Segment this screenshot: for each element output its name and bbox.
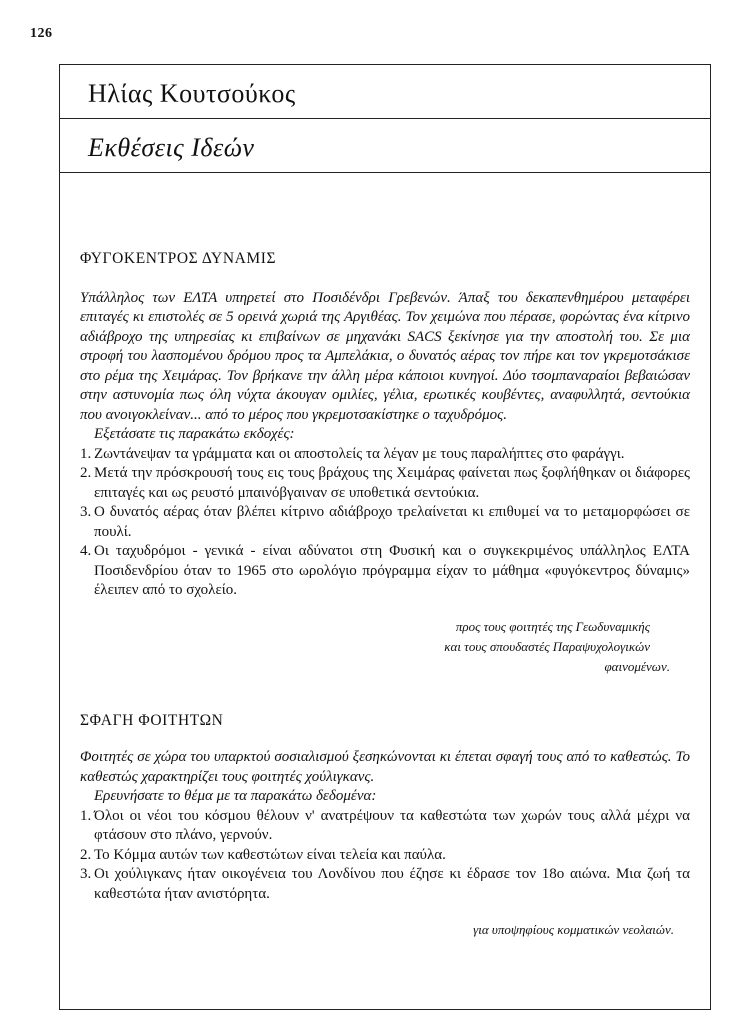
list-number: 3. <box>80 866 92 882</box>
list-item <box>80 865 690 904</box>
article-body <box>80 249 690 940</box>
dedication-line: προς τους φοιτητές της Γεωδυναμικής <box>455 618 650 634</box>
article-frame <box>59 64 711 1010</box>
list-item <box>80 807 690 846</box>
list-text: Ζωντάνεψαν τα γράμματα και οι αποστολείς τα λέγαν με τους παραλήπτες στο φαράγγι. <box>94 445 625 462</box>
dedication-line: φαινομένων. <box>604 658 670 674</box>
list-text: Οι χούλιγκανς ήταν οικογένεια του Λονδίνου που έζησε κι έδρασε τον 18ο αιώνα. Μια ζωή τα καθεστώτα ήταν ανιστόρητα. <box>94 866 690 902</box>
list-item <box>80 445 690 465</box>
data-list <box>80 807 690 905</box>
list-text: Οι ταχυδρόμοι - γενικά - είναι αδύνατοι στη Φυσική και ο συγκεκριμένος υπάλληλος ΕΛΤΑ Ποσιδενδρίου όταν το 1965 στο ωρολόγιο πρόγραμμα είχαν το μάθημα «φυγόκεντρος δύναμις» έλειπεν από το σχολείο. <box>94 543 690 598</box>
dedication: για υποψηφίους κομματικών νεολαιών. <box>473 922 674 937</box>
section-centrifugal-force <box>80 249 690 677</box>
section-prompt: Ερευνήσατε το θέμα με τα παρακάτω δεδομένα: <box>94 788 377 804</box>
list-item <box>80 542 690 601</box>
list-text: Όλοι οι νέοι του κόσμου θέλουν ν' ανατρέψουν τα καθεστώτα των χωρών τους αλλά μέχρι να φτάσουν στο πλάνο, γερνούν. <box>94 807 690 843</box>
list-number: 1. <box>80 445 92 462</box>
list-number: 2. <box>80 465 92 481</box>
section-intro: Φοιτητές σε χώρα του υπαρκτού σοσιαλισμού ξεσηκώνονται κι έπεται σφαγή τους από το καθεστώς. Το καθεστώς χαρακτηρίζει τους φοιτητές χούλιγκανς. <box>80 749 690 785</box>
list-number: 2. <box>80 846 92 863</box>
list-item <box>80 503 690 542</box>
list-item <box>80 464 690 503</box>
list-text: Ο δυνατός αέρας όταν βλέπει κίτρινο αδιάβροχο τρελαίνεται κι επιθυμεί να το μεταμορφώσει σε πουλί. <box>94 504 690 540</box>
section-student-slaughter <box>80 711 690 940</box>
title-box <box>60 119 710 173</box>
article-title: Εκθέσεις Ιδεών <box>88 133 255 162</box>
dedication-line: και τους σπουδαστές Παραψυχολογικών <box>444 638 650 654</box>
versions-list <box>80 445 690 601</box>
list-number: 4. <box>80 543 92 559</box>
page-number: 126 <box>30 26 53 41</box>
list-item <box>80 846 690 866</box>
author-box <box>60 65 710 119</box>
list-number: 3. <box>80 504 92 520</box>
section-heading: ΣΦΑΓΗ ΦΟΙΤΗΤΩΝ <box>80 711 224 729</box>
list-text: Μετά την πρόσκρουσή τους εις τους βράχους της Χειμάρας φαίνεται πως ξοφλήθηκαν οι διάφορες επιταγές και ως ρευστό μπαινόβγαιναν σε υποθετικά σεντούκια. <box>94 465 690 501</box>
list-text: Το Κόμμα αυτών των καθεστώτων είναι τελεία και παύλα. <box>94 846 446 863</box>
author-name: Ηλίας Κουτσούκος <box>88 79 296 108</box>
section-heading: ΦΥΓΟΚΕΝΤΡΟΣ ΔΥΝΑΜΙΣ <box>80 250 277 267</box>
section-intro: Υπάλληλος των ΕΛΤΑ υπηρετεί στο Ποσιδένδρι Γρεβενών. Άπαξ του δεκαπενθημέρου μεταφέρει επιταγές κι επιστολές σε 5 ορεινά χωριά της Αργιθέας. Τον χειμώνα που πέρασε, φορώντας ένα κίτρινο αδιάβροχο της υπηρεσίας κι επιβαίνων σε μηχανάκι SACS ξεκίνησε για την αποστολή του. Σε μια στροφή του λασπομένου δρόμου προς τα Αμπελάκια, ο δυνατός αέρας τον πήρε και τον γκρεμοτσάκισε στο ρέμα της Χειμάρας. Τον βρήκανε την άλλη μέρα κάποιοι κυνηγοί. Δύο τσομπαναραίοι βεβαιώσαν στην αστυνομία πως όλη νύχτα άκουγαν ομιλίες, γέλια, ερωτικές κουβέντες, αναφυλλητά, σεντούκια που ανοιγοκλείναν... από το μέρος που γκρεμοτσακίστηκε ο ταχυδρόμος. <box>80 289 690 423</box>
dedication <box>80 617 690 677</box>
section-prompt: Εξετάσατε τις παρακάτω εκδοχές: <box>94 426 295 442</box>
list-number: 1. <box>80 807 92 824</box>
